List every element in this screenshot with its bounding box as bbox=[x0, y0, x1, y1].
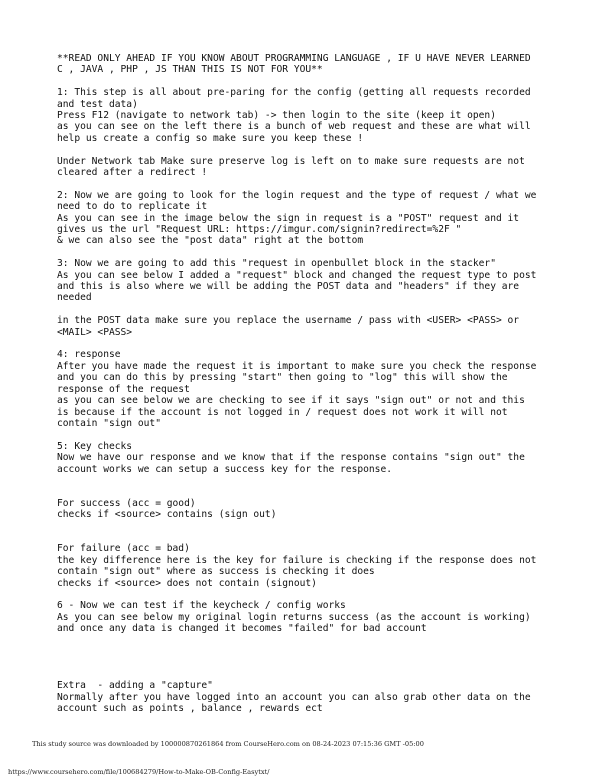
blank-line bbox=[57, 532, 587, 543]
blank-line bbox=[57, 144, 587, 155]
blank-line bbox=[57, 521, 587, 532]
text-line: 1: This step is all about pre-paring for the config (getting all requests recorded bbox=[57, 87, 531, 99]
text-line: help us create a config so make sure you keep these ! bbox=[57, 132, 364, 144]
text-line: is because if the account is not logged in / request does not work it will not bbox=[57, 406, 508, 418]
text-line: 2: Now we are going to look for the login request and the type of request / what we bbox=[57, 189, 537, 201]
text-line: and once any data is changed it becomes "failed" for bad account bbox=[57, 623, 427, 635]
text-line: as you can see on the left there is a bunch of web request and these are what will bbox=[57, 121, 531, 133]
text-line: needed bbox=[57, 292, 92, 304]
blank-line bbox=[57, 475, 587, 486]
text-line: gives us the url "Request URL: https://imgur.com/signin?redirect=%2F " bbox=[57, 224, 462, 236]
text-line: account works we can setup a success key for the response. bbox=[57, 463, 393, 475]
text-line: As you can see in the image below the sign in request is a "POST" request and it bbox=[57, 212, 520, 224]
blank-line bbox=[57, 247, 587, 258]
text-line: 4: response bbox=[57, 349, 121, 361]
text-line: the key difference here is the key for failure is checking if the response does not bbox=[57, 554, 537, 566]
document-body bbox=[57, 53, 587, 714]
text-line: **READ ONLY AHEAD IF YOU KNOW ABOUT PROGRAMMING LANGUAGE , IF U HAVE NEVER LEARNED bbox=[57, 53, 531, 64]
blank-line bbox=[57, 669, 587, 680]
text-line: For success (acc = good) bbox=[57, 497, 196, 509]
text-line: and this is also where we will be adding the POST data and "headers" if they are bbox=[57, 281, 520, 293]
text-line: 6 - Now we can test if the keycheck / config works bbox=[57, 600, 346, 612]
text-line: checks if <source> contains (sign out) bbox=[57, 509, 277, 521]
text-line: and you can do this by pressing "start" then going to "log" this will show the bbox=[57, 372, 508, 384]
blank-line bbox=[57, 304, 587, 315]
text-line: C , JAVA , PHP , JS THAN THIS IS NOT FOR YOU** bbox=[57, 64, 323, 76]
blank-line bbox=[57, 646, 587, 657]
text-line: in the POST data make sure you replace the username / pass with <USER> <PASS> or bbox=[57, 315, 520, 327]
text-line: need to do to replicate it bbox=[57, 201, 208, 213]
text-line: <MAIL> <PASS> bbox=[57, 326, 133, 338]
blank-line bbox=[57, 178, 587, 189]
blank-line bbox=[57, 76, 587, 87]
text-line: response of the request bbox=[57, 383, 190, 395]
text-line: and test data) bbox=[57, 98, 138, 110]
text-line: For failure (acc = bad) bbox=[57, 543, 190, 555]
text-line: contain "sign out" bbox=[57, 417, 161, 429]
text-line: & we can also see the "post data" right at the bottom bbox=[57, 235, 364, 247]
source-url[interactable]: https://www.coursehero.com/file/100684279/How-to-Make-OB-Config-Easytxt/ bbox=[8, 768, 270, 776]
blank-line bbox=[57, 338, 587, 349]
blank-line bbox=[57, 635, 587, 646]
text-line: account such as points , balance , rewards ect bbox=[57, 702, 323, 714]
text-line: cleared after a redirect ! bbox=[57, 167, 208, 179]
text-line: Now we have our response and we know that if the response contains "sign out" the bbox=[57, 452, 525, 464]
text-line: Normally after you have logged into an account you can also grab other data on the bbox=[57, 691, 531, 703]
text-line: Under Network tab Make sure preserve log is left on to make sure requests are not bbox=[57, 155, 525, 167]
text-line: contain "sign out" where as success is checking it does bbox=[57, 566, 375, 578]
text-line: 3: Now we are going to add this "request in openbullet block in the stacker" bbox=[57, 258, 496, 270]
text-line: Extra - adding a "capture" bbox=[57, 680, 213, 692]
blank-line bbox=[57, 486, 587, 497]
blank-line bbox=[57, 589, 587, 600]
text-line: Press F12 (navigate to network tab) -> then login to the site (keep it open) bbox=[57, 110, 496, 122]
blank-line bbox=[57, 657, 587, 668]
text-line: checks if <source> does not contain (signout) bbox=[57, 577, 317, 589]
text-line: After you have made the request it is important to make sure you check the response bbox=[57, 360, 537, 372]
text-line: as you can see below we are checking to see if it says "sign out" or not and this bbox=[57, 395, 525, 407]
text-line: As you can see below my original login returns success (as the account is working) bbox=[57, 611, 531, 623]
text-line: As you can see below I added a "request" block and changed the request type to post bbox=[57, 269, 537, 281]
text-line: 5: Key checks bbox=[57, 440, 133, 452]
blank-line bbox=[57, 429, 587, 440]
download-notice: This study source was downloaded by 100000870261864 from CourseHero.com on 08-24-2023 07:15:36 GMT -05:00 bbox=[32, 740, 424, 748]
